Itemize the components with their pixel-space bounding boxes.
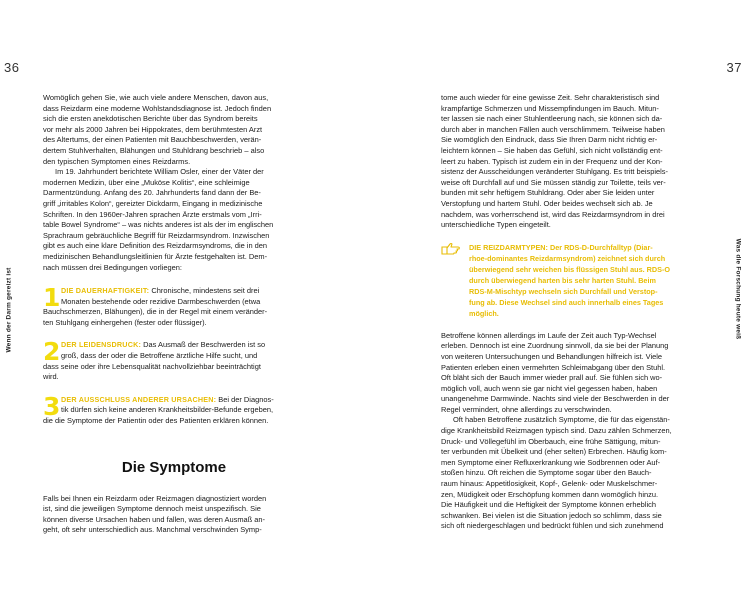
condition-first-line xyxy=(43,286,305,297)
text-line: Sie womöglich den Eindruck, dass Sie Ihren Darm nicht richtig er- xyxy=(441,135,658,145)
text-line: Oft haben Betroffene zusätzlich Symptome, die für das eigenstän- xyxy=(453,415,670,425)
right-text-column xyxy=(441,93,705,532)
history-paragraph xyxy=(43,167,305,273)
text-line: Druck- und Völlegefühl im Oberbauch, eine frühe Sättigung, mitun- xyxy=(441,436,661,446)
condition-first-line xyxy=(43,340,305,351)
text-line: Bauchschmerzen, Blähungen), die in der Regel mit einem veränder- xyxy=(43,307,268,317)
text-line: vor mehr als 2000 Jahren bei Hippokrates, dem berühmtesten Arzt xyxy=(43,124,263,134)
condition-text: Chronische, mindestens seit drei xyxy=(151,286,260,296)
condition-number: 2 xyxy=(43,337,61,367)
symptom-paragraph xyxy=(43,494,305,536)
text-line: zen, Müdigkeit oder Erschöpfung kommen dann womöglich hinzu. xyxy=(441,489,659,499)
text-line: dass seine oder ihre Lebensqualität nachvollziehbar beeinträchtigt xyxy=(43,361,261,371)
condition-1 xyxy=(43,283,305,328)
text-line: den typischen Symptomen eines Reizdarms. xyxy=(43,156,191,166)
text-line: gibt es auch eine klare Definition des Reizdarmsyndroms, die in den xyxy=(43,241,268,251)
callout-heading: DIE REIZDARMTYPEN: xyxy=(469,242,548,252)
text-line: unangenehme Darmwinde. Nachts sind viele der Beschwerden in der xyxy=(441,394,670,404)
text-line: bunden mit sehr heftigem Stuhldrang. Oder aber Sie leiden unter xyxy=(441,188,655,198)
text-line: leichtern können – Sie haben das Gefühl, sich nicht vollständig ent- xyxy=(441,145,663,155)
condition-2 xyxy=(43,337,305,382)
text-line: dertem Stuhlverhalten, Blähungen und Stuhldrang beschrieb – also xyxy=(43,145,265,155)
text-line: sich die ersten anekdotischen Berichte über das Syndrom bereits xyxy=(43,114,258,124)
text-line: geht, oft sehr unterschiedlich aus. Manchmal verschwinden Symp- xyxy=(43,525,262,535)
condition-first-line xyxy=(43,395,305,406)
text-line: stoßen hinzu. Oft reichen die Symptome sogar über den Bauch- xyxy=(441,468,652,478)
text-line: leert zu haben. Typisch ist zudem ein in der Frequenz und der Kon- xyxy=(441,156,663,166)
paragraph-type-change xyxy=(441,331,705,416)
text-line: groß, dass der oder die Betroffene ärztliche Hilfe sucht, und xyxy=(61,351,258,361)
running-head-left: Wenn der Darm gereizt ist xyxy=(5,267,13,353)
paragraph-types-intro xyxy=(441,93,705,231)
text-line: Im 19. Jahrhundert berichtete William Osler, einer der Väter der xyxy=(55,167,264,177)
condition-number: 1 xyxy=(43,283,61,313)
text-line: griff „irritables Kolon“, gereizter Dickdarm, Eingang in medizinische xyxy=(43,198,263,208)
condition-text: Das Ausmaß der Beschwerden ist so xyxy=(143,340,266,350)
pointing-hand-icon xyxy=(441,242,461,256)
text-line: Monaten bestehende oder rezidive Darmbeschwerden (etwa xyxy=(61,296,261,306)
text-line: ter lassen sie nach einer Stuhlentleerung nach, sie können sich da- xyxy=(441,114,663,124)
text-line: ter verbunden mit Übelkeit und (eher selten) Erbrechen. Häufig kom- xyxy=(441,447,667,457)
text-line: nachdem, was vorherrschend ist, wird das Reizdarmsyndrom in drei xyxy=(441,209,665,219)
condition-heading: DER LEIDENSDRUCK: xyxy=(61,340,142,350)
text-line: ten Stuhlgang einhergehen (fester oder flüssiger). xyxy=(43,317,207,327)
text-line: schwanken. Bei vielen ist die Situation jedoch so schlimm, dass sie xyxy=(441,510,662,520)
text-line: sistenz der Ausscheidungen veränderter Stuhlgang. Es tritt beispiels- xyxy=(441,167,668,177)
text-line: tome auch wieder für eine gewisse Zeit. Sehr charakteristisch sind xyxy=(441,93,660,102)
text-line: tik dürfen sich keine anderen Krankheitsbilder-Befunde ergeben, xyxy=(61,405,274,415)
text-line: Verstopfung und hartem Stuhl. Oder beides wechselt sich ab. Je xyxy=(441,198,653,208)
callout-line: möglich. xyxy=(469,308,499,318)
text-line: Patienten erleben einen vermehrten Schleimabgang über den Stuhl. xyxy=(441,362,666,372)
text-line: dige Krankheitsbild Reizmagen typisch sind. Dazu zählen Schmerzen, xyxy=(441,426,672,436)
text-line: Regel vermindert, ohne allerdings zu verschwinden. xyxy=(441,404,612,414)
text-line: Falls bei Ihnen ein Reizdarm oder Reizmagen diagnostiziert worden xyxy=(43,493,267,503)
text-line: die die Symptome der Patientin oder des Patienten erklären können. xyxy=(43,416,269,426)
callout-text xyxy=(469,242,705,319)
running-head-right: Was die Forschung heute weiß xyxy=(734,238,742,340)
callout-line: fung ab. Diese Wechsel sind auch innerhalb eines Tages xyxy=(469,297,664,307)
condition-3 xyxy=(43,391,305,427)
callout-line: RDS-M-Mischtyp wechseln sich Durchfall und Verstop- xyxy=(469,286,658,296)
text-line: raum hinaus: Appetitlosigkeit, Kopf-, Gelenk- oder Muskelschmer- xyxy=(441,479,658,489)
text-line: Womöglich gehen Sie, wie auch viele andere Menschen, davon aus, xyxy=(43,93,269,102)
text-line: dass Reizdarm eine moderne Wohlstandsdiagnose ist. Jedoch finden xyxy=(43,103,272,113)
paragraph-reizmagen xyxy=(441,415,705,532)
condition-text: Bei der Diagnos- xyxy=(218,394,274,404)
text-line: Darmentzündung. Anfang des 20. Jahrhunderts fand dann der Be- xyxy=(43,188,261,198)
text-line: modernen Medizin, über eine „Muköse Kolitis“, eine schleimige xyxy=(43,177,250,187)
text-line: medizinischen Behandlungsleitlinien für Ärzte festgehalten ist. Dem- xyxy=(43,251,268,261)
callout-first-line xyxy=(469,242,705,253)
text-line: unterschiedliche Typen eingeteilt. xyxy=(441,220,551,230)
reizdarmtypen-callout xyxy=(441,242,705,319)
text-line: erleben. Dennoch ist eine Zuordnung sinnvoll, da sie bei der Planung xyxy=(441,341,669,351)
text-line: Betroffene können allerdings im Laufe der Zeit auch Typ-Wechsel xyxy=(441,330,657,340)
text-line: durch aber in manchen Fällen auch verschlimmern. Teilweise haben xyxy=(441,124,665,134)
text-line: sich oft niedergeschlagen und bedrückt fühlen und sich zunehmend xyxy=(441,521,664,531)
text-line: nach müssen drei Bedingungen vorliegen: xyxy=(43,262,182,272)
page-number-left: 36 xyxy=(4,60,20,75)
callout-line: überwiegend sehr weichen bis flüssigen Stuhl aus. RDS-O xyxy=(469,264,671,274)
text-line: möglich voll, auch wenn sie gar nicht viel gegessen haben, haben xyxy=(441,383,658,393)
text-line: des Altertums, der einen Patienten mit Bauchbeschwerden, verän- xyxy=(43,135,262,145)
text-line: krampfartige Schmerzen und Missempfindungen im Bauch. Mitun- xyxy=(441,103,659,113)
text-line: weise oft Durchfall auf und Sie müssen ständig zur Toilette, teils ver- xyxy=(441,177,666,187)
text-line: table Bowel Syndrome“ – was nichts anderes ist als der im englischen xyxy=(43,220,274,230)
callout-line: Der RDS-D-Durchfalltyp (Diar- xyxy=(549,242,653,252)
condition-number: 3 xyxy=(43,391,61,421)
text-line: wird. xyxy=(43,372,59,382)
text-line: können diverse Ursachen haben und fallen, was deren Ausmaß an- xyxy=(43,514,266,524)
condition-heading: DER AUSSCHLUSS ANDERER URSACHEN: xyxy=(61,394,217,404)
callout-line: durch überwiegend harten bis sehr harten Stuhl. Beim xyxy=(469,275,656,285)
text-line: men Symptome einer Refluxerkrankung wie Sodbrennen oder Auf- xyxy=(441,457,661,467)
intro-paragraph xyxy=(43,93,305,167)
text-line: Sprachraum gebräuchliche Begriff für Reizdarmsyndrom. Inzwischen xyxy=(43,230,270,240)
callout-line: rhoe-dominantes Reizdarmsyndrom) zeichnet sich durch xyxy=(469,253,666,263)
text-line: Schriften. In den 1960er-Jahren sprachen Ärzte erstmals vom „Irri- xyxy=(43,209,262,219)
text-line: Oft bläht sich der Bauch immer wieder prall auf. Sie fühlen sich wo- xyxy=(441,373,663,383)
condition-heading: DIE DAUERHAFTIGKEIT: xyxy=(61,286,150,296)
text-line: Die Häufigkeit und die Heftigkeit der Symptome können erheblich xyxy=(441,500,656,510)
text-line: ist, sind die jeweiligen Symptome dennoch meist unspezifisch. Sie xyxy=(43,504,261,514)
left-text-column xyxy=(43,93,305,536)
section-title: Die Symptome xyxy=(121,458,227,476)
text-line: von weiteren Untersuchungen und Behandlungen hilfreich ist. Viele xyxy=(441,351,663,361)
page-number-right: 37 xyxy=(726,60,742,75)
